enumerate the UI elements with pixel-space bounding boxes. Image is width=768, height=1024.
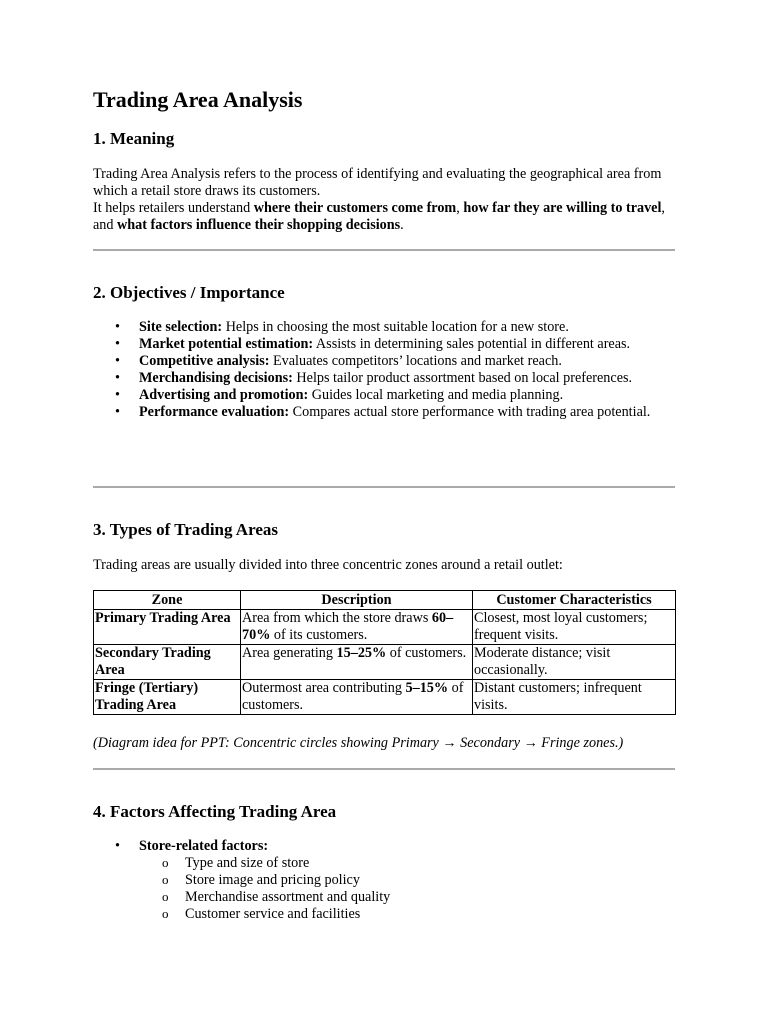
section-heading-objectives: 2. Objectives / Importance: [93, 283, 285, 302]
description-cell: Area generating 15–25% of customers.: [241, 645, 473, 680]
list-item: • Market potential estimation: Assists in determining sales potential in different areas.: [93, 336, 675, 353]
table-row: [94, 610, 676, 645]
zone-cell: Fringe (Tertiary) Trading Area: [94, 680, 241, 715]
section-heading-types: 3. Types of Trading Areas: [93, 520, 278, 539]
section-divider: [93, 249, 675, 251]
table-row: [94, 680, 676, 715]
meaning-paragraph-2: It helps retailers understand where their customers come from, how far they are willing to travel, and what factors influence their shopping decisions.: [93, 200, 665, 233]
factor-group-label: Store-related factors:: [139, 838, 269, 854]
zone-cell: Secondary Trading Area: [94, 645, 241, 680]
characteristics-cell: Closest, most loyal customers; frequent visits.: [473, 610, 676, 645]
list-item: • Site selection: Helps in choosing the most suitable location for a new store.: [93, 319, 675, 336]
column-header-customer-characteristics: Customer Characteristics: [473, 591, 676, 610]
emphasis-how-far: how far they are willing to travel: [463, 200, 662, 216]
page-title: Trading Area Analysis: [93, 87, 303, 112]
objectives-list: [93, 319, 675, 421]
description-cell: Outermost area contributing 5–15% of customers.: [241, 680, 473, 715]
store-factors-sublist: [139, 855, 675, 923]
characteristics-cell: Distant customers; infrequent visits.: [473, 680, 676, 715]
list-item: [93, 838, 675, 923]
meaning-paragraph: Trading Area Analysis refers to the process of identifying and evaluating the geographical area from which a retail store draws its customers.: [93, 166, 662, 199]
diagram-note: (Diagram idea for PPT: Concentric circles showing Primary → Secondary → Fringe zones.): [93, 735, 624, 751]
list-item: • Performance evaluation: Compares actual store performance with trading area potential.: [93, 404, 675, 421]
list-item: • Competitive analysis: Evaluates competitors’ locations and market reach.: [93, 353, 675, 370]
description-cell: Area from which the store draws 60–70% of its customers.: [241, 610, 473, 645]
section-divider: [93, 486, 675, 488]
table-header-row: [94, 591, 676, 610]
trading-zones-table: [93, 590, 676, 715]
section-heading-meaning: 1. Meaning: [93, 129, 175, 148]
characteristics-cell: Moderate distance; visit occasionally.: [473, 645, 676, 680]
emphasis-where-from: where their customers come from: [253, 200, 457, 216]
column-header-zone: Zone: [94, 591, 241, 610]
section-divider: [93, 768, 675, 770]
sub-list-item: o Store image and pricing policy: [139, 872, 675, 889]
sub-list-item: o Customer service and facilities: [139, 906, 675, 923]
factors-list: [93, 838, 675, 923]
section-heading-factors: 4. Factors Affecting Trading Area: [93, 802, 337, 821]
sub-list-item: o Merchandise assortment and quality: [139, 889, 675, 906]
table-row: [94, 645, 676, 680]
types-intro: Trading areas are usually divided into three concentric zones around a retail outlet:: [93, 557, 563, 573]
emphasis-factors: what factors influence their shopping decisions: [117, 217, 401, 233]
list-item: • Advertising and promotion: Guides local marketing and media planning.: [93, 387, 675, 404]
column-header-description: Description: [241, 591, 473, 610]
zone-cell: Primary Trading Area: [94, 610, 241, 645]
sub-list-item: o Type and size of store: [139, 855, 675, 872]
list-item: • Merchandising decisions: Helps tailor product assortment based on local preferences.: [93, 370, 675, 387]
